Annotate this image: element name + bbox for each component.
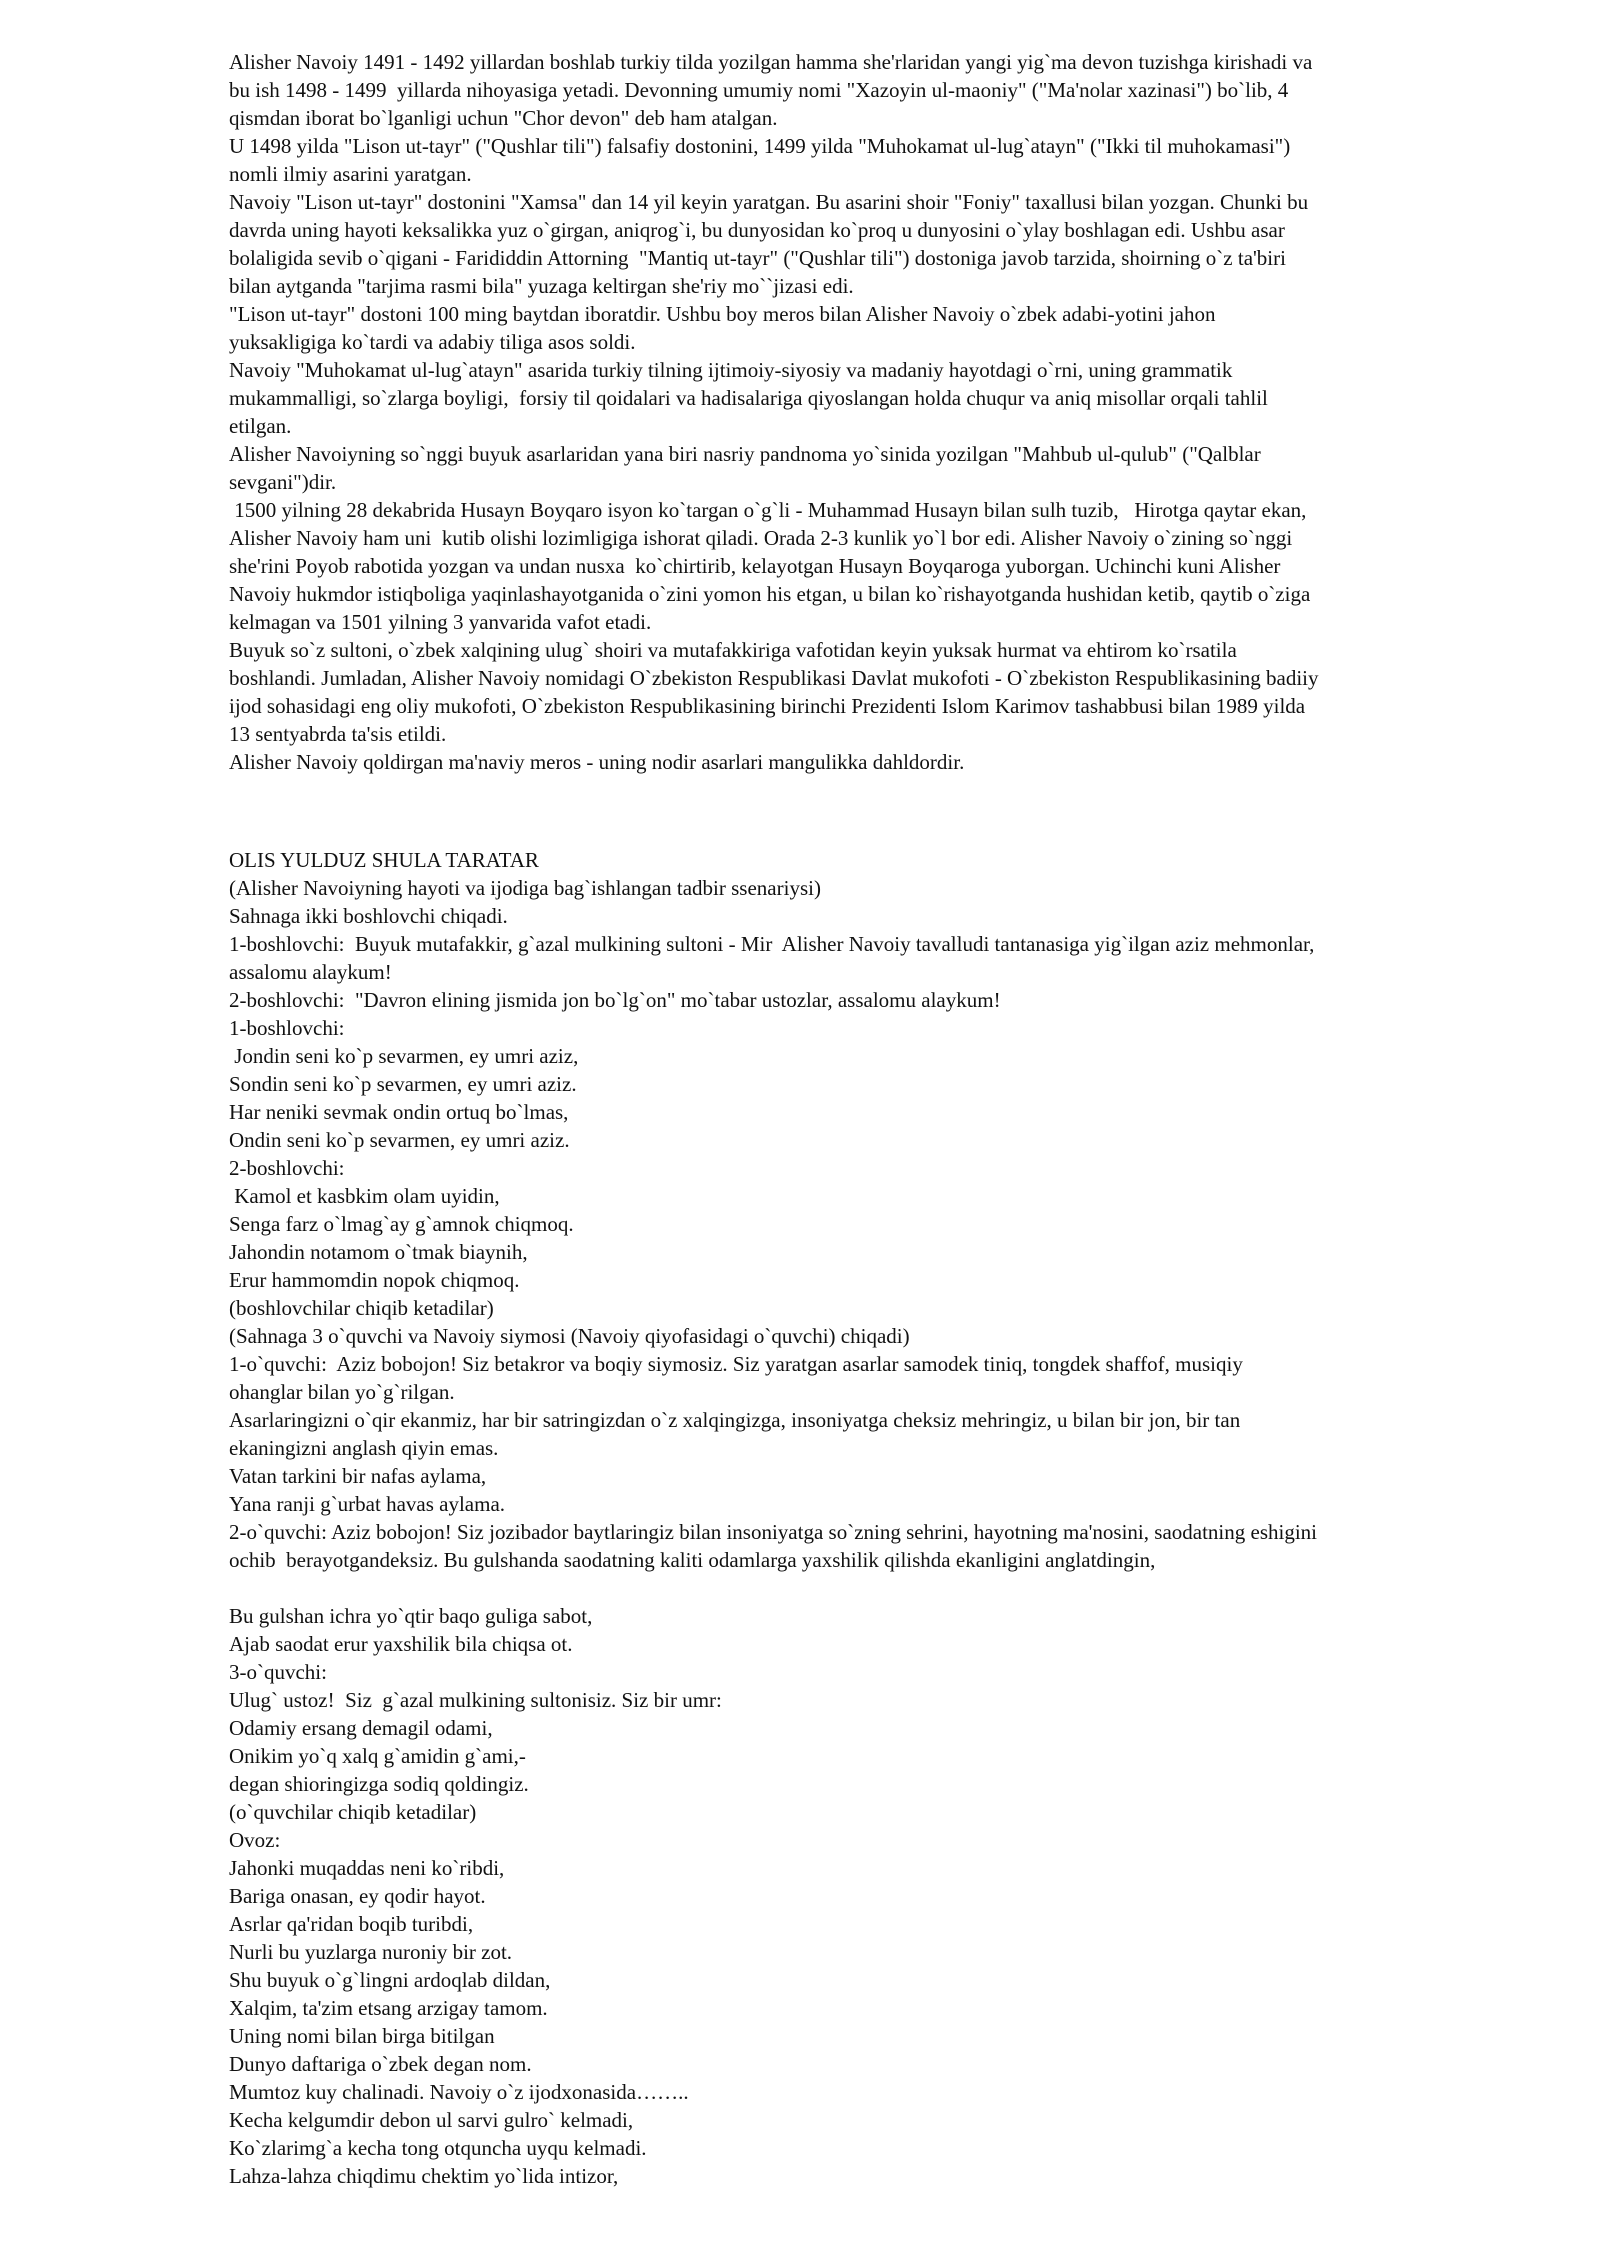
text-line: she'rini Poyob rabotida yozgan va undan nusxa ko`chirtirib, kelayotgan Husayn Boyqaroga yuborgan. Uchinchi kuni Alisher — [229, 554, 1281, 578]
text-line: Ondin seni ko`p sevarmen, ey umri aziz. — [229, 1128, 570, 1152]
text-line: ijod sohasidagi eng oliy mukofoti, O`zbekiston Respublikasining birinchi Prezidenti Islom Karimov tashabbusi bilan 1989 yilda — [229, 694, 1306, 718]
text-line: Alisher Navoiy 1491 - 1492 yillardan boshlab turkiy tilda yozilgan hamma she'rlaridan yangi yig`ma devon tuzishga kirishadi va — [229, 50, 1313, 74]
text-line: Jahondin notamom o`tmak biaynih, — [229, 1240, 528, 1264]
text-line: bolaligida sevib o`qigani - Farididdin Attorning "Mantiq ut-tayr" ("Qushlar tili") dostoniga javob tarzida, shoirning o`z ta'biri — [229, 246, 1286, 270]
text-line: 3-o`quvchi: — [229, 1660, 327, 1684]
text-line: davrda uning hayoti keksalikka yuz o`girgan, aniqrog`i, bu dunyosidan ko`proq u dunyosini o`ylay boshlagan edi. Ushbu asar — [229, 218, 1285, 242]
text-line: Sahnaga ikki boshlovchi chiqadi. — [229, 904, 508, 928]
text-line: Yana ranji g`urbat havas aylama. — [229, 1492, 506, 1516]
text-line: Alisher Navoiyning so`nggi buyuk asarlaridan yana biri nasriy pandnoma yo`sinida yozilgan "Mahbub ul-qulub" ("Qalblar — [229, 442, 1261, 466]
text-line: Sondin seni ko`p sevarmen, ey umri aziz. — [229, 1072, 577, 1096]
text-line: ochib berayotgandeksiz. Bu gulshanda saodatning kaliti odamlarga yaxshilik qilishda ekanligini anglatdingin, — [229, 1548, 1156, 1572]
text-line: Navoiy "Lison ut-tayr" dostonini "Xamsa" dan 14 yil keyin yaratgan. Bu asarini shoir "Foniy" taxallusi bilan yozgan. Chunki bu — [229, 190, 1309, 214]
text-line: Kecha kelgumdir debon ul sarvi gulro` kelmadi, — [229, 2108, 634, 2132]
text-line: boshlandi. Jumladan, Alisher Navoiy nomidagi O`zbekiston Respublikasi Davlat mukofoti - O`zbekiston Respublikasining badiiy — [229, 666, 1319, 690]
text-line: Jondin seni ko`p sevarmen, ey umri aziz, — [229, 1044, 579, 1068]
text-line: (Sahnaga 3 o`quvchi va Navoiy siymosi (Navoiy qiyofasidagi o`quvchi) chiqadi) — [229, 1324, 910, 1348]
text-line: 2-boshlovchi: "Davron elining jismida jon bo`lg`on" mo`tabar ustozlar, assalomu alaykum! — [229, 988, 1001, 1012]
text-line: assalomu alaykum! — [229, 960, 392, 984]
text-line: nomli ilmiy asarini yaratgan. — [229, 162, 472, 186]
text-line: Senga farz o`lmag`ay g`amnok chiqmoq. — [229, 1212, 574, 1236]
text-line: bilan aytganda "tarjima rasmi bila" yuzaga keltirgan she'riy mo``jizasi edi. — [229, 274, 854, 298]
biography-section — [229, 48, 1519, 776]
text-line: qismdan iborat bo`lganligi uchun "Chor devon" deb ham atalgan. — [229, 106, 778, 130]
text-line: Ovoz: — [229, 1828, 281, 1852]
text-line: Nurli bu yuzlarga nuroniy bir zot. — [229, 1940, 513, 1964]
text-line: sevgani")dir. — [229, 470, 337, 494]
text-line: 2-o`quvchi: Aziz bobojon! Siz jozibador baytlaringiz bilan insoniyatga so`zning sehrini, hayotning ma'nosini, saodatning eshigini — [229, 1520, 1318, 1544]
text-line: kelmagan va 1501 yilning 3 yanvarida vafot etadi. — [229, 610, 652, 634]
text-line: U 1498 yilda "Lison ut-tayr" ("Qushlar tili") falsafiy dostonini, 1499 yilda "Muhokamat ul-lug`atayn" ("Ikki til muhokamasi") — [229, 134, 1291, 158]
text-line: degan shioringizga sodiq qoldingiz. — [229, 1772, 529, 1796]
text-line: ekaningizni anglash qiyin emas. — [229, 1436, 499, 1460]
text-line: Odamiy ersang demagil odami, — [229, 1716, 493, 1740]
text-line: Lahza-lahza chiqdimu chektim yo`lida intizor, — [229, 2164, 619, 2188]
blank-line — [229, 1574, 1519, 1602]
text-line: 1-boshlovchi: — [229, 1016, 345, 1040]
text-line: 1-boshlovchi: Buyuk mutafakkir, g`azal mulkining sultoni - Mir Alisher Navoiy tavalludi tantanasiga yig`ilgan aziz mehmonlar, — [229, 932, 1315, 956]
document-page — [229, 48, 1519, 2190]
text-line: Jahonki muqaddas neni ko`ribdi, — [229, 1856, 505, 1880]
text-line: Bariga onasan, ey qodir hayot. — [229, 1884, 486, 1908]
text-line: Kamol et kasbkim olam uyidin, — [229, 1184, 500, 1208]
scenario-continuation — [229, 1602, 1519, 2190]
text-line: mukammalligi, so`zlarga boyligi, forsiy til qoidalari va hadisalariga qiyoslangan holda chuqur va aniq misollar orqali tahlil — [229, 386, 1268, 410]
text-line: ohanglar bilan yo`g`rilgan. — [229, 1380, 455, 1404]
text-line: Onikim yo`q xalq g`amidin g`ami,- — [229, 1744, 526, 1768]
scenario-title: OLIS YULDUZ SHULA TARATAR — [229, 848, 539, 872]
text-line: 1-o`quvchi: Aziz bobojon! Siz betakror va boqiy siymosiz. Siz yaratgan asarlar samodek tiniq, tongdek shaffof, musiqiy — [229, 1352, 1243, 1376]
text-line: Ko`zlarimg`a kecha tong otquncha uyqu kelmadi. — [229, 2136, 647, 2160]
text-line: (o`quvchilar chiqib ketadilar) — [229, 1800, 477, 1824]
text-line: Shu buyuk o`g`lingni ardoqlab dildan, — [229, 1968, 551, 1992]
text-line: Bu gulshan ichra yo`qtir baqo guliga sabot, — [229, 1604, 593, 1628]
text-line: Har neniki sevmak ondin ortuq bo`lmas, — [229, 1100, 569, 1124]
text-line: etilgan. — [229, 414, 292, 438]
text-line: 13 sentyabrda ta'sis etildi. — [229, 722, 447, 746]
text-line: Uning nomi bilan birga bitilgan — [229, 2024, 495, 2048]
text-line: Mumtoz kuy chalinadi. Navoiy o`z ijodxonasida…….. — [229, 2080, 689, 2104]
text-line: 2-boshlovchi: — [229, 1156, 345, 1180]
text-line: Asrlar qa'ridan boqib turibdi, — [229, 1912, 474, 1936]
scenario-section — [229, 846, 1519, 1574]
text-line: (boshlovchilar chiqib ketadilar) — [229, 1296, 494, 1320]
text-line: Xalqim, ta'zim etsang arzigay tamom. — [229, 1996, 548, 2020]
text-line: Asarlaringizni o`qir ekanmiz, har bir satringizdan o`z xalqingizga, insoniyatga cheksiz mehringiz, u bilan bir jon, bir tan — [229, 1408, 1241, 1432]
section-spacer — [229, 776, 1519, 846]
text-line: Navoiy hukmdor istiqboliga yaqinlashayotganida o`zini yomon his etgan, u bilan ko`rishayotganda hushidan ketib, qaytib o`ziga — [229, 582, 1311, 606]
text-line: Alisher Navoiy qoldirgan ma'naviy meros - uning nodir asarlari mangulikka dahldordir. — [229, 750, 965, 774]
text-line: Alisher Navoiy ham uni kutib olishi lozimligiga ishorat qiladi. Orada 2-3 kunlik yo`l bor edi. Alisher Navoiy o`zining so`nggi — [229, 526, 1293, 550]
text-line: Vatan tarkini bir nafas aylama, — [229, 1464, 487, 1488]
scenario-subtitle: (Alisher Navoiyning hayoti va ijodiga bag`ishlangan tadbir ssenariysi) — [229, 876, 821, 900]
text-line: "Lison ut-tayr" dostoni 100 ming baytdan iboratdir. Ushbu boy meros bilan Alisher Navoiy o`zbek adabi-yotini jahon — [229, 302, 1216, 326]
text-line: Ulug` ustoz! Siz g`azal mulkining sultonisiz. Siz bir umr: — [229, 1688, 722, 1712]
text-line: Dunyo daftariga o`zbek degan nom. — [229, 2052, 532, 2076]
text-line: Erur hammomdin nopok chiqmoq. — [229, 1268, 520, 1292]
text-line: Navoiy "Muhokamat ul-lug`atayn" asarida turkiy tilning ijtimoiy-siyosiy va madaniy hayotdagi o`rni, uning grammatik — [229, 358, 1233, 382]
text-line: Ajab saodat erur yaxshilik bila chiqsa ot. — [229, 1632, 573, 1656]
text-line: yuksakligiga ko`tardi va adabiy tiliga asos soldi. — [229, 330, 636, 354]
text-line: 1500 yilning 28 dekabrida Husayn Boyqaro isyon ko`targan o`g`li - Muhammad Husayn bilan sulh tuzib, Hirotga qaytar ekan, — [229, 498, 1307, 522]
text-line: bu ish 1498 - 1499 yillarda nihoyasiga yetadi. Devonning umumiy nomi "Xazoyin ul-maoniy" ("Ma'nolar xazinasi") bo`lib, 4 — [229, 78, 1289, 102]
text-line: Buyuk so`z sultoni, o`zbek xalqining ulug` shoiri va mutafakkiriga vafotidan keyin yuksak hurmat va ehtirom ko`rsatila — [229, 638, 1237, 662]
